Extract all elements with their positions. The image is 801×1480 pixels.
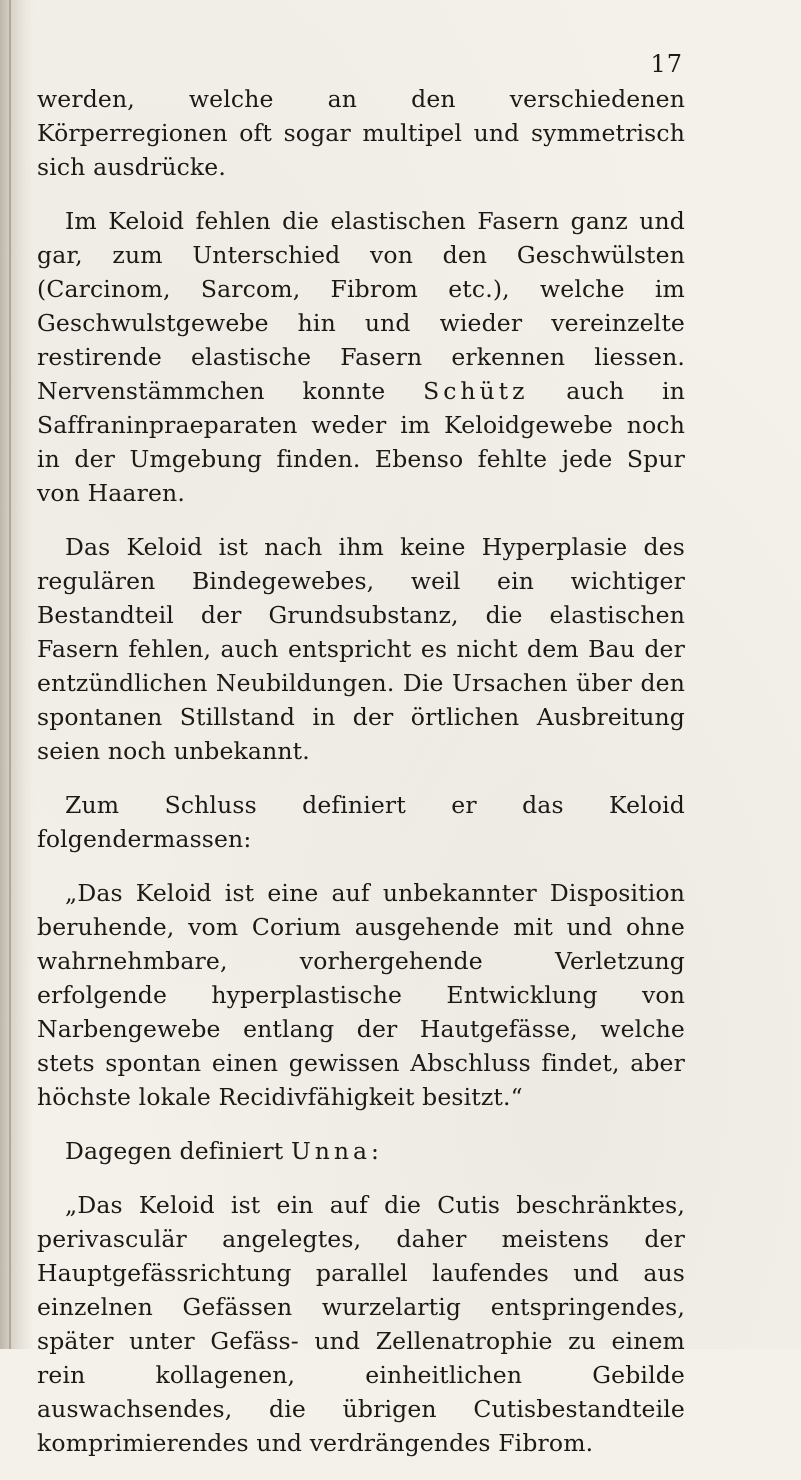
- quote-definition-unna: „Das Keloid ist ein auf die Cutis beschränktes, perivasculär angelegtes, daher meistens der Hauptgefässrichtung parallel laufendes und aus einzelnen Gefässen wurzelartig entspringendes, später unter Gefäss- und Zellenatrophie zu einem rein kollagenen, einheitlichen Gebilde auswachsendes, die übrigen Cutisbestandteile komprimierendes und verdrängendes Fibrom.: [37, 1191, 685, 1457]
- page-number: 17: [650, 50, 683, 78]
- paragraph-definition-intro: Zum Schluss definiert er das Keloid folgendermassen:: [37, 791, 685, 853]
- paragraph-unna-intro: [37, 1134, 685, 1168]
- binding-edge-line: [9, 0, 11, 1349]
- paragraph-continuation: werden, welche an den verschiedenen Körperregionen oft sogar multipel und symmetrisch sich ausdrücke.: [37, 85, 685, 181]
- paragraph-hyperplasia: Das Keloid ist nach ihm keine Hyperplasie des regulären Bindegewebes, weil ein wichtiger Bestandteil der Grundsubstanz, die elastischen Fasern fehlen, auch entspricht es nicht dem Bau der entzündlichen Neubildungen. Die Ursachen über den spontanen Stillstand in der örtlichen Ausbreitung seien noch unbekannt.: [37, 533, 685, 765]
- paragraph-text: Dagegen definiert: [65, 1137, 291, 1165]
- author-name-schuetz: Schütz: [423, 377, 529, 405]
- paragraph-text: :: [371, 1137, 380, 1165]
- paragraph-text: auch in Saffraninpraeparaten weder im Keloidgewebe noch in der Umgebung finden. Ebenso fehlte jede Spur von Haaren.: [37, 377, 685, 507]
- paragraph-elastic-fibers: [37, 204, 685, 510]
- body-text: [37, 82, 685, 1480]
- quote-definition-schuetz: „Das Keloid ist eine auf unbekannter Disposition beruhende, vom Corium ausgehende mit und ohne wahrnehmbare, vorhergehende Verletzung erfolgende hyperplastische Entwicklung von Narbengewebe entlang der Hautgefässe, welche stets spontan einen gewissen Abschluss findet, aber höchste lokale Recidivfähigkeit besitzt.“: [37, 879, 685, 1111]
- binding-gutter-shadow: [0, 0, 34, 1349]
- author-name-unna: Unna: [290, 1137, 372, 1165]
- paragraph-text: Im Keloid fehlen die elastischen Fasern ganz und gar, zum Unterschied von den Geschwülsten (Carcinom, Sarcom, Fibrom etc.), welche im Geschwulstgewebe hin und wieder vereinzelte restirende elastische Fasern erkennen liessen. Nervenstämmchen konnte: [37, 207, 685, 405]
